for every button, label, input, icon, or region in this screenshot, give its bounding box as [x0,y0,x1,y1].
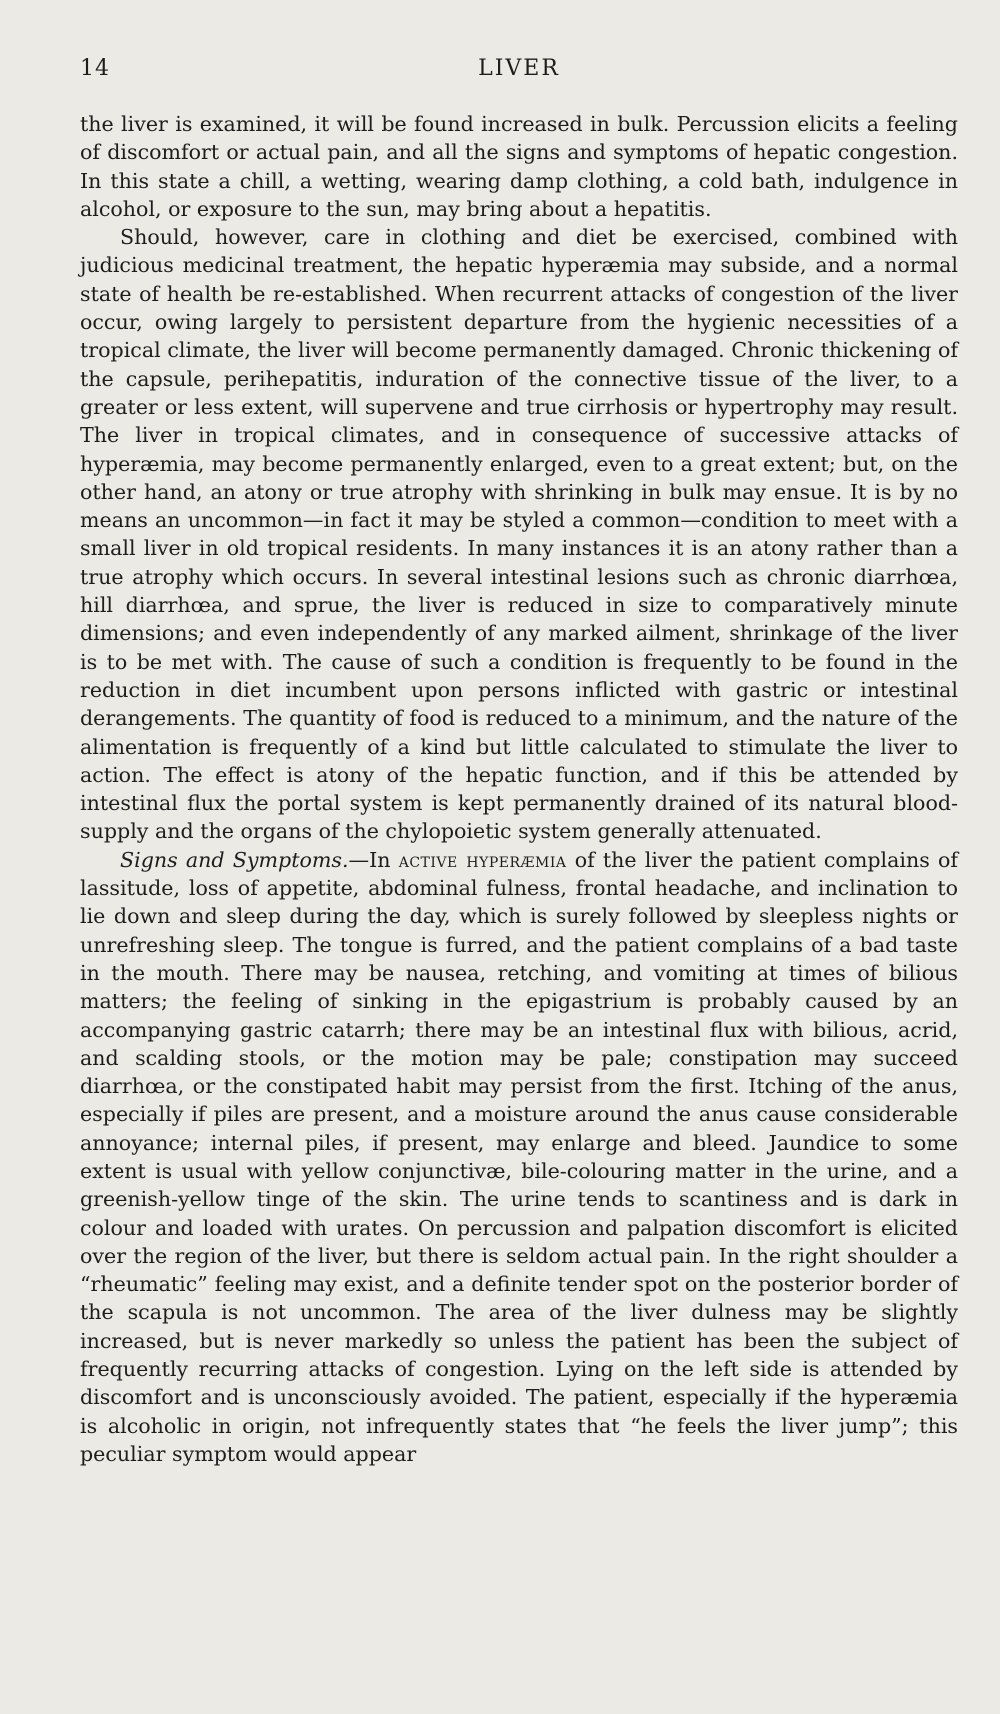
paragraph-continuation: the liver is examined, it will be found increased in bulk. Percussion elicits a feeling of discomfort or actual pain, and all the signs and symptoms of hepatic congestion. In this state a chill, a wetting, wearing damp clothing, a cold bath, indulgence in alcohol, or exposure to the sun, may bring about a hepatitis. [80,112,958,221]
paragraph-congestion: Should, however, care in clothing and diet be exercised, combined with judicious medicinal treatment, the hepatic hyperæmia may subside, and a normal state of health be re-established. When recurrent attacks of congestion of the liver occur, owing largely to persistent departure from the hygienic necessities of a tropical climate, the liver will become permanently damaged. Chronic thickening of the capsule, perihepatitis, induration of the connective tissue of the liver, to a greater or less extent, will supervene and true cirrhosis or hypertrophy may result. The liver in tropical climates, and in consequence of successive attacks of hyperæmia, may become permanently enlarged, even to a great extent; but, on the other hand, an atony or true atrophy with shrinking in bulk may ensue. It is by no means an uncommon—in fact it may be styled a common—condition to meet with a small liver in old tropical residents. In many instances it is an atony rather than a true atrophy which occurs. In several intestinal lesions such as chronic diarrhœa, hill diarrhœa, and sprue, the liver is reduced in size to comparatively minute dimensions; and even independently of any marked ailment, shrinkage of the liver is to be met with. The cause of such a condition is frequently to be found in the reduction in diet incumbent upon persons inflicted with gastric or intestinal derangements. The quantity of food is reduced to a minimum, and the nature of the alimentation is frequently of a kind but little calculated to stimulate the liver to action. The effect is atony of the hepatic function, and if this be attended by intestinal flux the portal system is kept permanently drained of its natural blood-supply and the organs of the chylopoietic system generally attenuated. [80,225,958,844]
paragraph-text: of the liver the patient complains of lassitude, loss of appetite, abdominal fulness, frontal headache, and inclination to lie down and sleep during the day, which is surely followed by sleepless nights or unrefreshing sleep. The tongue is furred, and the patient complains of a bad taste in the mouth. There may be nausea, retching, and vomiting at times of bilious matters; the feeling of sinking in the epigastrium is probably caused by an accompanying gastric catarrh; there may be an intestinal flux with bilious, acrid, and scalding stools, or the motion may be pale; constipation may succeed diarrhœa, or the constipated habit may persist from the first. Itching of the anus, especially if piles are present, and a moisture around the anus cause considerable annoyance; internal piles, if present, may enlarge and bleed. Jaundice to some extent is usual with yellow conjunctivæ, bile-colouring matter in the urine, and a greenish-yellow tinge of the skin. The urine tends to scantiness and is dark in colour and loaded with urates. On percussion and palpation discomfort is elicited over the region of the liver, but there is seldom actual pain. In the right shoulder a “rheumatic” feeling may exist, and a definite tender spot on the posterior border of the scapula is not uncommon. The area of the liver dulness may be slightly increased, but is never markedly so unless the patient has been the subject of frequently recurring attacks of congestion. Lying on the left side is attended by discomfort and is unconsciously avoided. The patient, especially if the hyperæmia is alcoholic in origin, not infrequently states that “he feels the liver jump”; this peculiar symptom would appear [80,847,958,1466]
body-text [80,110,958,1468]
paragraph-signs-and-symptoms [80,846,958,1469]
page-number: 14 [80,56,110,81]
heading-dash: —In [348,847,399,872]
running-head [80,56,958,90]
section-heading: Signs and Symptoms. [120,847,349,872]
running-title: LIVER [478,56,560,81]
term-active-hyperaemia: active hyperæmia [398,847,567,872]
